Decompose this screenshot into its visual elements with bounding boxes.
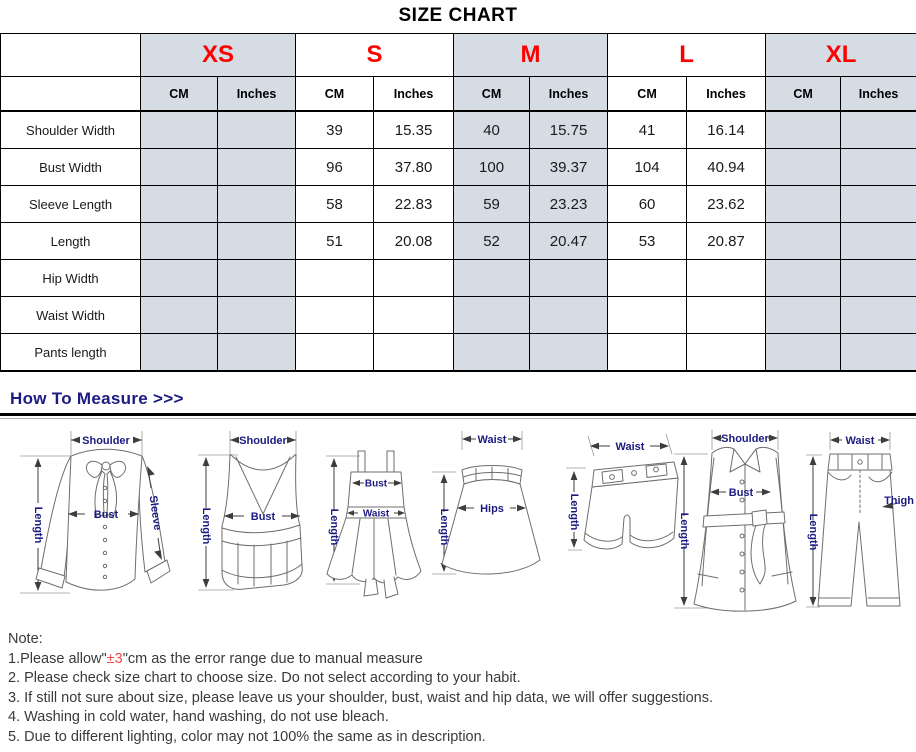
value-cell [766, 149, 841, 186]
value-cell [530, 260, 608, 297]
value-cell [608, 297, 687, 334]
how-to-measure-heading: How To Measure >>> [10, 389, 184, 408]
value-cell [296, 260, 374, 297]
pants-thigh-label: Thigh [884, 495, 914, 507]
garment-shorts-figure [566, 434, 678, 550]
corner-cell [1, 34, 141, 77]
shorts-waist-label: Waist [615, 441, 645, 453]
measurement-label: Length [1, 223, 141, 260]
dress-bust-label: Bust [364, 478, 388, 490]
value-cell [841, 334, 916, 372]
size-header-l: L [608, 34, 766, 77]
garment-coat-figure [674, 430, 796, 611]
value-cell [841, 186, 916, 223]
dress-waist-label: Waist [362, 508, 390, 520]
value-cell [454, 260, 530, 297]
value-cell [841, 223, 916, 260]
unit-header-row [1, 77, 916, 112]
value-cell [766, 260, 841, 297]
value-cell [608, 334, 687, 372]
unit-header-inches: Inches [841, 77, 916, 112]
value-cell [841, 111, 916, 149]
measurement-label: Bust Width [1, 149, 141, 186]
size-header-xs: XS [141, 34, 296, 77]
value-cell: 60 [608, 186, 687, 223]
table-row [1, 260, 916, 297]
unit-header-cm: CM [766, 77, 841, 112]
value-cell: 39 [296, 111, 374, 149]
value-cell [454, 297, 530, 334]
value-cell: 53 [608, 223, 687, 260]
notes-heading: Note: [8, 631, 43, 647]
shorts-length-label: Length [568, 493, 580, 531]
value-cell [766, 297, 841, 334]
note-line-2: 2. Please check size chart to choose size. Do not select according to your habit. [8, 670, 521, 686]
value-cell: 51 [296, 223, 374, 260]
pants-length-label: Length [807, 513, 819, 551]
value-cell [766, 186, 841, 223]
size-header-row [1, 34, 916, 77]
blouse-length-label: Length [32, 506, 44, 544]
unit-header-inches: Inches [530, 77, 608, 112]
tank-shoulder-label: Shoulder [239, 435, 287, 447]
unit-header-cm: CM [296, 77, 374, 112]
coat-shoulder-label: Shoulder [721, 433, 769, 445]
value-cell [218, 111, 296, 149]
unit-header-cm: CM [141, 77, 218, 112]
divider-rule-shadow [0, 418, 916, 419]
value-cell [766, 334, 841, 372]
garment-pants-figure [806, 432, 914, 607]
value-cell [687, 297, 766, 334]
value-cell: 16.14 [687, 111, 766, 149]
table-row [1, 186, 916, 223]
value-cell [766, 223, 841, 260]
value-cell [454, 334, 530, 372]
value-cell: 41 [608, 111, 687, 149]
note-error-range: ±3 [106, 650, 123, 667]
table-row [1, 297, 916, 334]
unit-header-inches: Inches [218, 77, 296, 112]
value-cell [687, 260, 766, 297]
value-cell [141, 186, 218, 223]
table-row [1, 111, 916, 149]
value-cell [374, 260, 454, 297]
garment-skirt-figure [432, 431, 540, 574]
unit-header-inches: Inches [374, 77, 454, 112]
measurement-label: Pants length [1, 334, 141, 372]
table-row [1, 149, 916, 186]
size-chart-table [0, 33, 916, 372]
value-cell: 40.94 [687, 149, 766, 186]
garment-tank-top-figure [198, 431, 302, 590]
value-cell [374, 334, 454, 372]
size-header-m: M [454, 34, 608, 77]
value-cell: 100 [454, 149, 530, 186]
note-line-4: 4. Washing in cold water, hand washing, do not use bleach. [8, 709, 389, 725]
skirt-hips-label: Hips [480, 503, 504, 515]
size-header-s: S [296, 34, 454, 77]
coat-bust-label: Bust [728, 487, 754, 499]
value-cell: 20.87 [687, 223, 766, 260]
garment-blouse-figure [20, 431, 170, 593]
skirt-waist-label: Waist [477, 434, 507, 446]
value-cell: 23.23 [530, 186, 608, 223]
measurement-label: Waist Width [1, 297, 141, 334]
value-cell: 39.37 [530, 149, 608, 186]
value-cell [218, 223, 296, 260]
size-header-xl: XL [766, 34, 916, 77]
unit-header-inches: Inches [687, 77, 766, 112]
value-cell: 15.35 [374, 111, 454, 149]
value-cell: 15.75 [530, 111, 608, 149]
unit-header-cm: CM [608, 77, 687, 112]
measurement-label: Hip Width [1, 260, 141, 297]
value-cell [374, 297, 454, 334]
value-cell [141, 111, 218, 149]
value-cell: 96 [296, 149, 374, 186]
value-cell [841, 297, 916, 334]
value-cell [766, 111, 841, 149]
dress-length-label: Length [328, 508, 340, 546]
measurement-label: Sleeve Length [1, 186, 141, 223]
measurement-label: Shoulder Width [1, 111, 141, 149]
note-line-3: 3. If still not sure about size, please leave us your shoulder, bust, waist and hip data, we will offer suggestions. [8, 689, 713, 706]
value-cell: 37.80 [374, 149, 454, 186]
value-cell [141, 297, 218, 334]
value-cell [218, 186, 296, 223]
pants-waist-label: Waist [845, 435, 875, 447]
value-cell [141, 149, 218, 186]
value-cell [530, 334, 608, 372]
value-cell [218, 260, 296, 297]
note-line-5: 5. Due to different lighting, color may not 100% the same as in description. [8, 728, 486, 745]
value-cell: 52 [454, 223, 530, 260]
unit-header-cm: CM [454, 77, 530, 112]
table-row [1, 334, 916, 372]
corner-cell [1, 77, 141, 112]
value-cell: 58 [296, 186, 374, 223]
blouse-shoulder-label: Shoulder [82, 435, 130, 447]
value-cell: 59 [454, 186, 530, 223]
value-cell: 22.83 [374, 186, 454, 223]
value-cell [530, 297, 608, 334]
table-row [1, 223, 916, 260]
value-cell [141, 223, 218, 260]
value-cell [608, 260, 687, 297]
value-cell [141, 334, 218, 372]
value-cell [687, 334, 766, 372]
value-cell: 20.47 [530, 223, 608, 260]
value-cell: 40 [454, 111, 530, 149]
garment-dress-figure [326, 451, 421, 598]
value-cell [841, 260, 916, 297]
tank-length-label: Length [200, 507, 212, 545]
note-line-1: 1.Please allow"±3"cm as the error range due to manual measure [8, 650, 423, 667]
value-cell: 104 [608, 149, 687, 186]
blouse-sleeve-label: Sleeve [146, 494, 164, 532]
value-cell [296, 334, 374, 372]
coat-length-label: Length [678, 512, 690, 550]
page-title: SIZE CHART [398, 5, 518, 26]
blouse-bust-label: Bust [93, 509, 119, 521]
value-cell [296, 297, 374, 334]
divider-rule [0, 413, 916, 416]
value-cell [218, 149, 296, 186]
value-cell [141, 260, 218, 297]
tank-bust-label: Bust [250, 511, 276, 523]
value-cell [218, 297, 296, 334]
notes-section [8, 630, 908, 747]
measure-diagrams [0, 424, 916, 626]
value-cell: 20.08 [374, 223, 454, 260]
value-cell [218, 334, 296, 372]
value-cell [841, 149, 916, 186]
value-cell: 23.62 [687, 186, 766, 223]
skirt-length-label: Length [438, 508, 450, 546]
